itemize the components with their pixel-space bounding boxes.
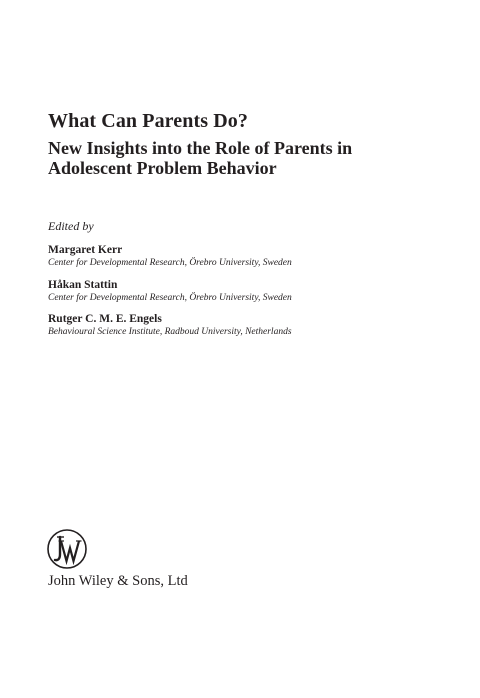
editor-affiliation: Behavioural Science Institute, Radboud University, Netherlands bbox=[48, 327, 292, 337]
publisher-name: John Wiley & Sons, Ltd bbox=[48, 573, 188, 589]
book-subtitle bbox=[48, 138, 448, 178]
book-title: What Can Parents Do? bbox=[48, 110, 248, 132]
editor-affiliation: Center for Developmental Research, Örebro University, Sweden bbox=[48, 258, 292, 268]
subtitle-line-1: New Insights into the Role of Parents in bbox=[48, 138, 353, 158]
editor-name: Håkan Stattin bbox=[48, 279, 118, 291]
wiley-logo-icon bbox=[46, 528, 88, 570]
editor-affiliation: Center for Developmental Research, Örebro University, Sweden bbox=[48, 293, 292, 303]
editor-entry bbox=[48, 244, 448, 269]
subtitle-line-2: Adolescent Problem Behavior bbox=[48, 158, 277, 178]
editor-name: Rutger C. M. E. Engels bbox=[48, 313, 162, 325]
editor-entry bbox=[48, 313, 448, 338]
editor-entry bbox=[48, 279, 448, 304]
editor-name: Margaret Kerr bbox=[48, 244, 123, 256]
edited-by-label: Edited by bbox=[48, 219, 94, 233]
